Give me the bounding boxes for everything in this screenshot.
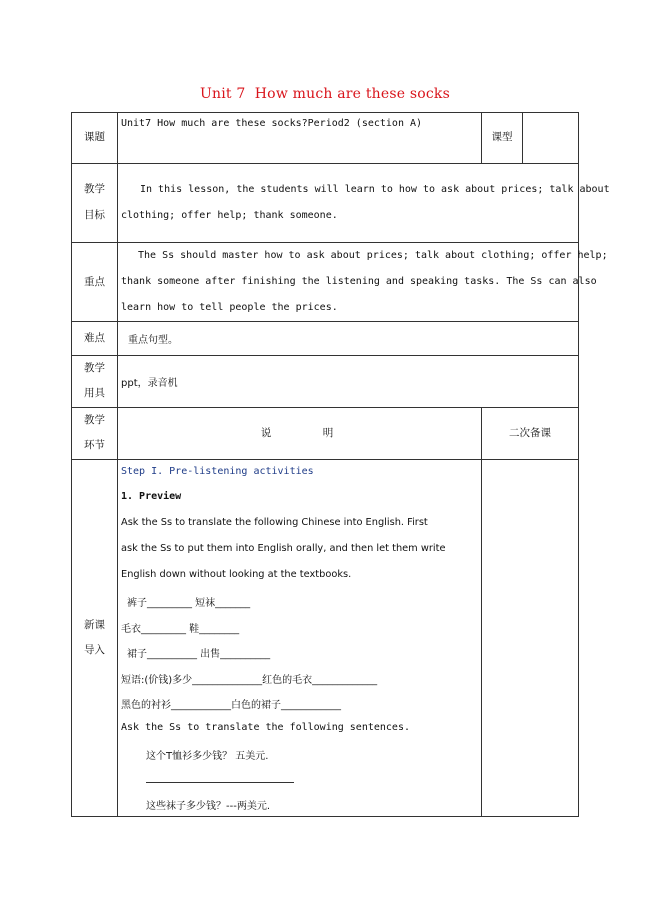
difficulties-label: 难点 (84, 332, 105, 344)
key-points-line-2: thank someone after finishing the listening and speaking tasks. The Ss can also (121, 276, 597, 287)
difficulties-value-cell (117, 321, 579, 356)
new-lesson-content-cell (117, 459, 482, 817)
explain-header-1: 说 (260, 427, 272, 439)
step-heading: Step I. Pre-listening activities (121, 466, 314, 477)
objectives-label-1: 教学 (84, 183, 105, 195)
paragraph-line-2: ask the Ss to put them into English orally, and then let them write (121, 543, 446, 554)
tools-value: ppt，录音机 (121, 378, 178, 389)
new-lesson-label-1: 新课 (84, 619, 105, 631)
topic-label: 课题 (84, 131, 105, 143)
objectives-line-1: In this lesson, the students will learn to how to ask about prices; talk about (140, 184, 610, 195)
sentence-1: 这个T恤衫多少钱？ 五美元. (146, 751, 269, 762)
word-blank-line-2: 毛衣_________ 鞋________ (121, 624, 240, 635)
sentence-intro: Ask the Ss to translate the following sentences. (121, 722, 410, 733)
phrase-blank-line-1: 短语:(价钱)多少______________红色的毛衣_____________ (121, 675, 378, 686)
tools-label-1: 教学 (84, 362, 105, 374)
objectives-value-cell (117, 163, 579, 243)
preview-heading: 1. Preview (121, 491, 182, 502)
tools-label-2: 用具 (84, 387, 105, 399)
topic-value: Unit7 How much are these socks?Period2 (section A) (121, 118, 423, 129)
explain-header-2: 明 (322, 427, 334, 439)
objectives-label-2: 目标 (84, 209, 105, 221)
paragraph-line-1: Ask the Ss to translate the following Chinese into English. First (121, 517, 428, 528)
key-points-line-3: learn how to tell people the prices. (121, 302, 338, 313)
new-lesson-prep-cell (481, 459, 579, 817)
word-blank-line-1: 裤子_________ 短袜_______ (127, 598, 251, 609)
key-points-line-1: The Ss should master how to ask about prices; talk about clothing; offer help; (138, 250, 608, 261)
difficulties-value: 重点句型。 (128, 335, 178, 346)
new-lesson-label-2: 导入 (84, 644, 105, 656)
prep-header: 二次备课 (509, 427, 551, 439)
phrase-blank-line-2: 黑色的衬衫____________白色的裙子____________ (121, 700, 341, 711)
key-points-label: 重点 (84, 276, 105, 288)
type-label: 课型 (491, 131, 513, 143)
stage-label-2: 环节 (84, 439, 105, 451)
answer-blank-line (146, 782, 294, 783)
sentence-2: 这些袜子多少钱？---两美元. (146, 801, 271, 812)
type-value-cell (522, 112, 579, 164)
paragraph-line-3: English down without looking at the textbooks. (121, 569, 352, 580)
word-blank-line-3: 裙子__________ 出售__________ (127, 649, 271, 660)
document-title: Unit 7 How much are these socks (200, 86, 450, 102)
explain-header-cell (117, 407, 482, 460)
stage-label-1: 教学 (84, 414, 105, 426)
objectives-line-2: clothing; offer help; thank someone. (121, 210, 338, 221)
tools-value-cell (117, 355, 579, 408)
